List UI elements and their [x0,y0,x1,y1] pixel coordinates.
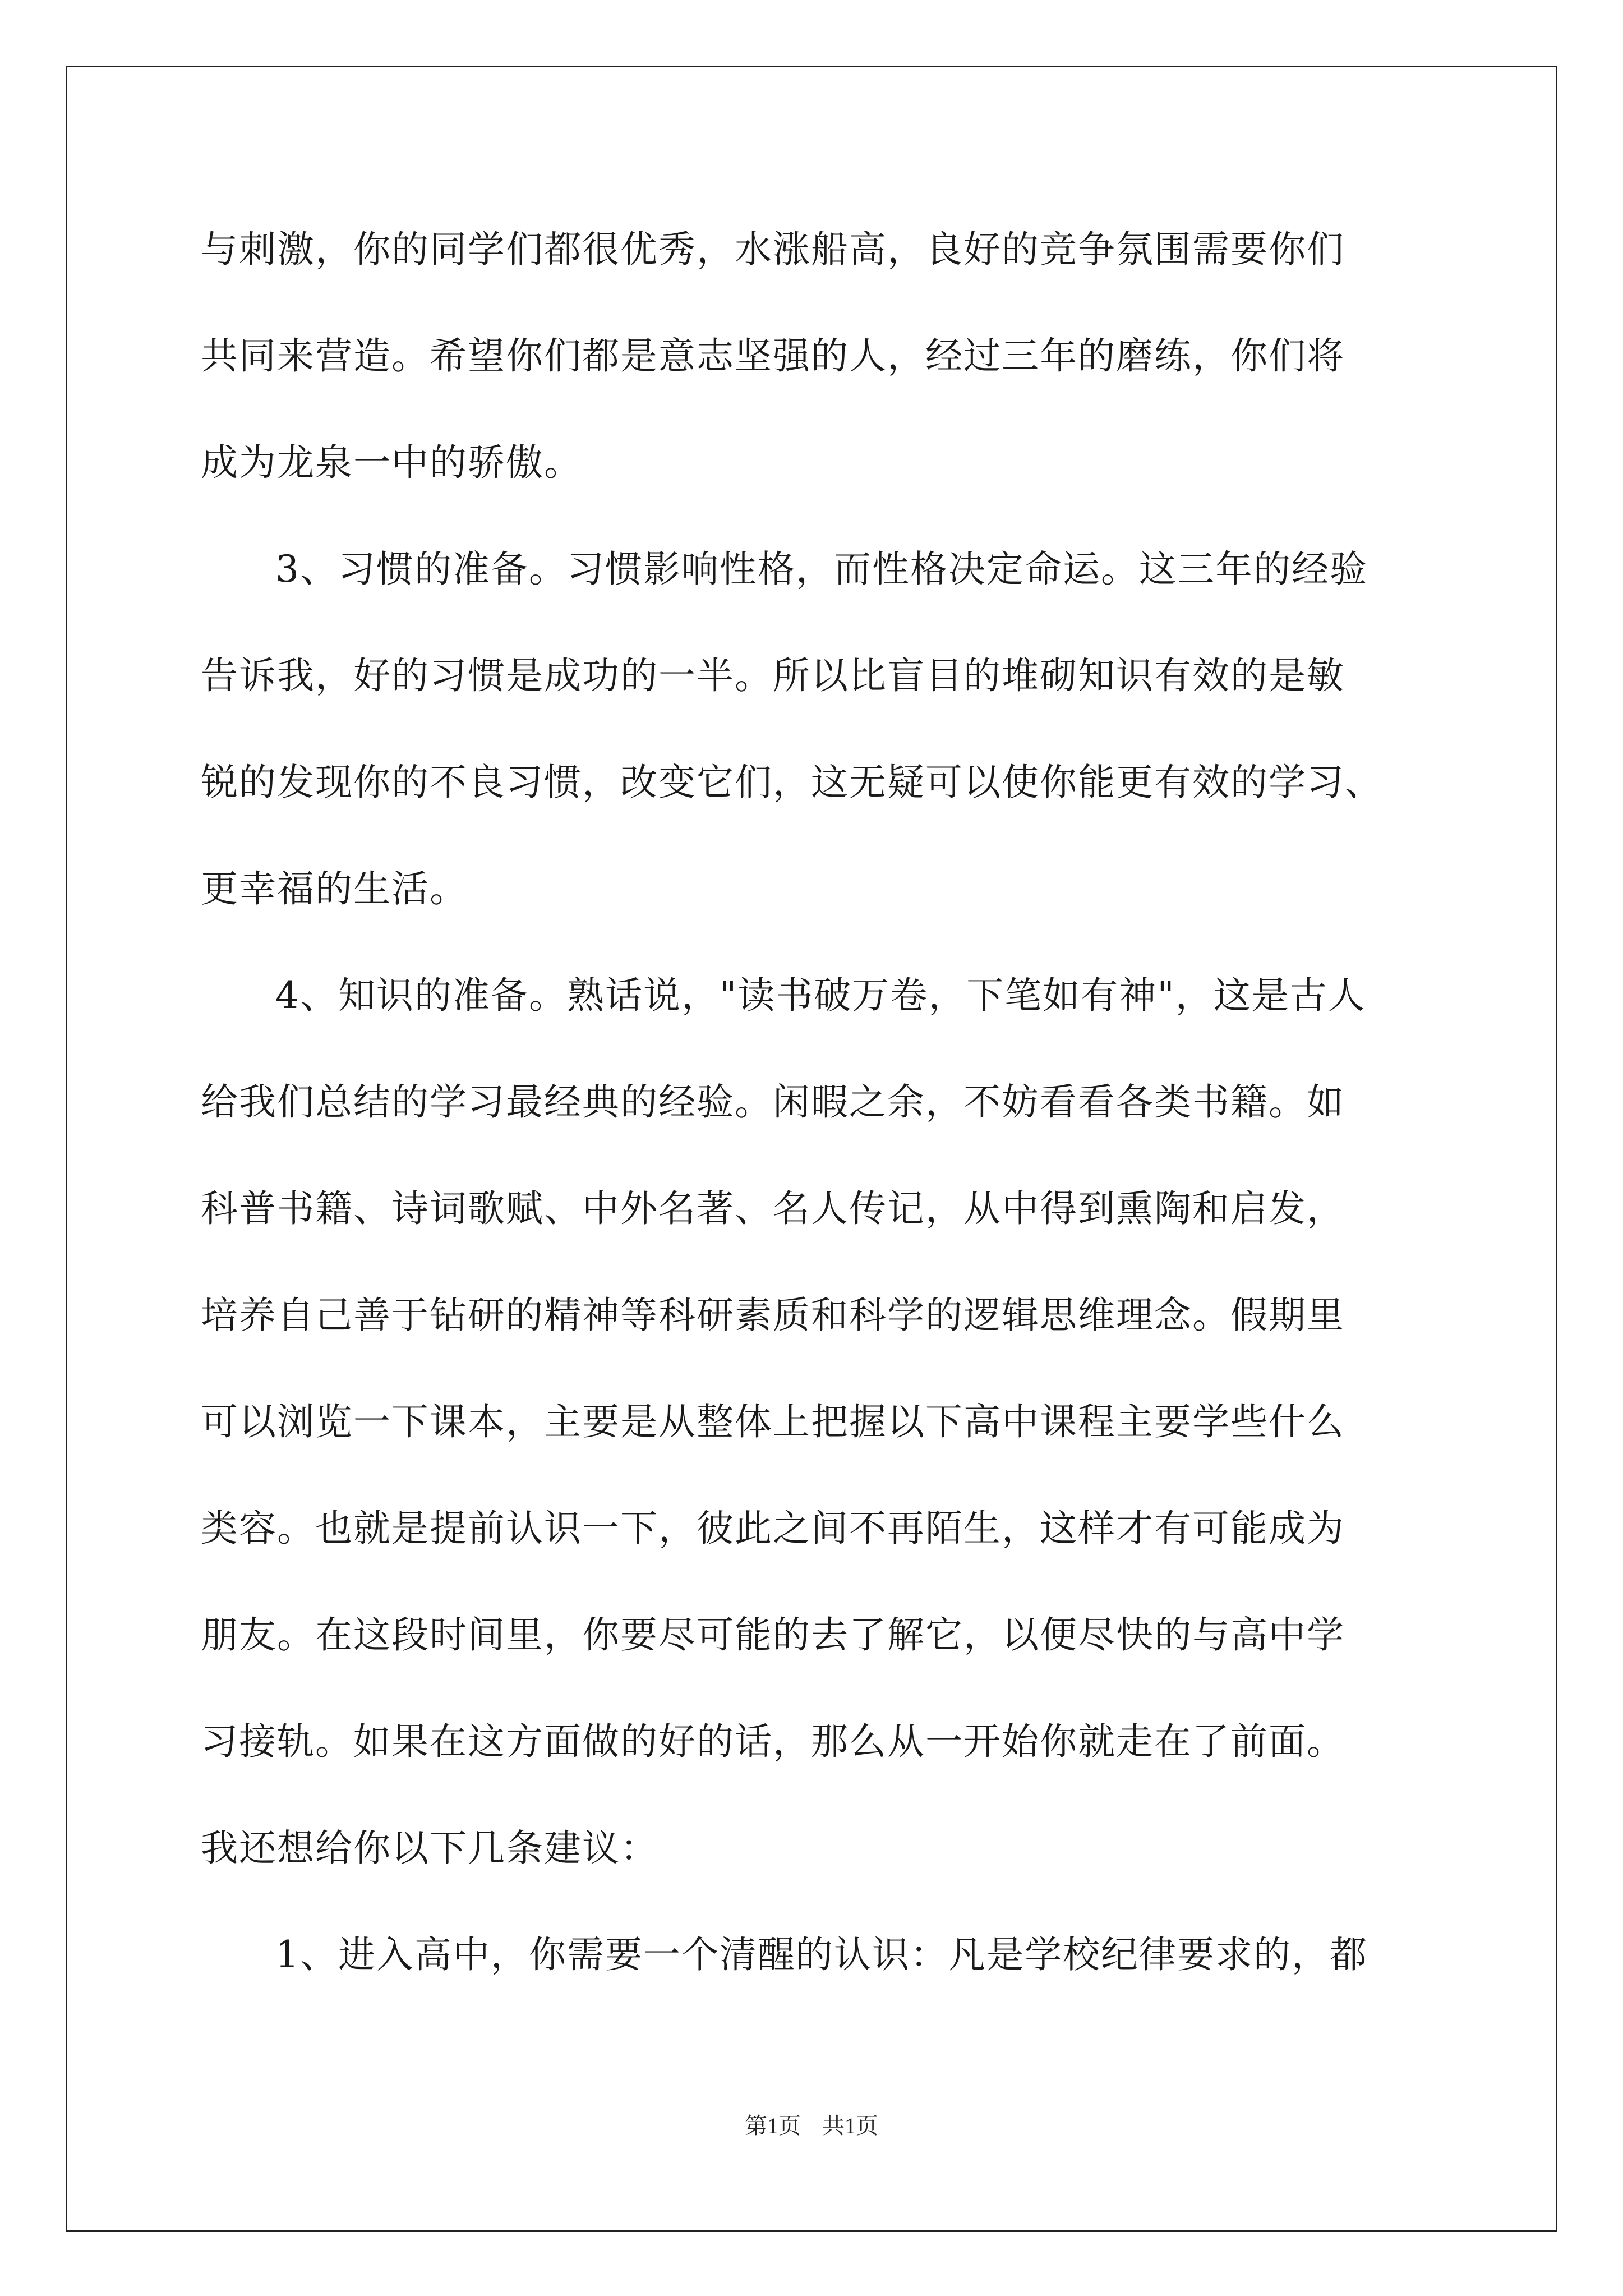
text-line: 培养自己善于钻研的精神等科研素质和科学的逻辑思维理念。假期里 [201,1294,1345,1337]
text-line: 我还想给你以下几条建议： [201,1826,658,1870]
text-line: 更幸福的生活。 [201,867,468,910]
paragraph-start-line: 1、进入高中，你需要一个清醒的认识：凡是学校纪律要求的，都 [275,1933,1368,1976]
text-line: 科普书籍、诗词歌赋、中外名著、名人传记，从中得到熏陶和启发， [201,1187,1345,1230]
paragraph-start-line: 3、习惯的准备。习惯影响性格，而性格决定命运。这三年的经验 [275,547,1368,591]
page-number: 第1页 [745,2113,801,2138]
text-line: 习接轨。如果在这方面做的好的话，那么从一开始你就走在了前面。 [201,1720,1345,1763]
paragraph-start-line: 4、知识的准备。熟话说，"读书破万卷，下笔如有神"，这是古人 [275,974,1366,1017]
text-line: 与刺激，你的同学们都很优秀，水涨船高，良好的竞争氛围需要你们 [201,228,1345,271]
text-line: 类容。也就是提前认识一下，彼此之间不再陌生，这样才有可能成为 [201,1507,1345,1550]
page-total: 共1页 [822,2113,878,2138]
text-line: 可以浏览一下课本，主要是从整体上把握以下高中课程主要学些什么 [201,1400,1345,1443]
text-line: 给我们总结的学习最经典的经验。闲暇之余，不妨看看各类书籍。如 [201,1080,1345,1124]
page-footer [0,2109,1623,2143]
text-line: 锐的发现你的不良习惯，改变它们，这无疑可以使你能更有效的学习、 [201,761,1383,804]
text-line: 朋友。在这段时间里，你要尽可能的去了解它，以便尽快的与高中学 [201,1613,1345,1657]
document-body [201,210,1435,2022]
text-line: 成为龙泉一中的骄傲。 [201,441,582,484]
text-line: 共同来营造。希望你们都是意志坚强的人，经过三年的磨练，你们将 [201,334,1345,378]
text-line: 告诉我，好的习惯是成功的一半。所以比盲目的堆砌知识有效的是敏 [201,654,1345,697]
